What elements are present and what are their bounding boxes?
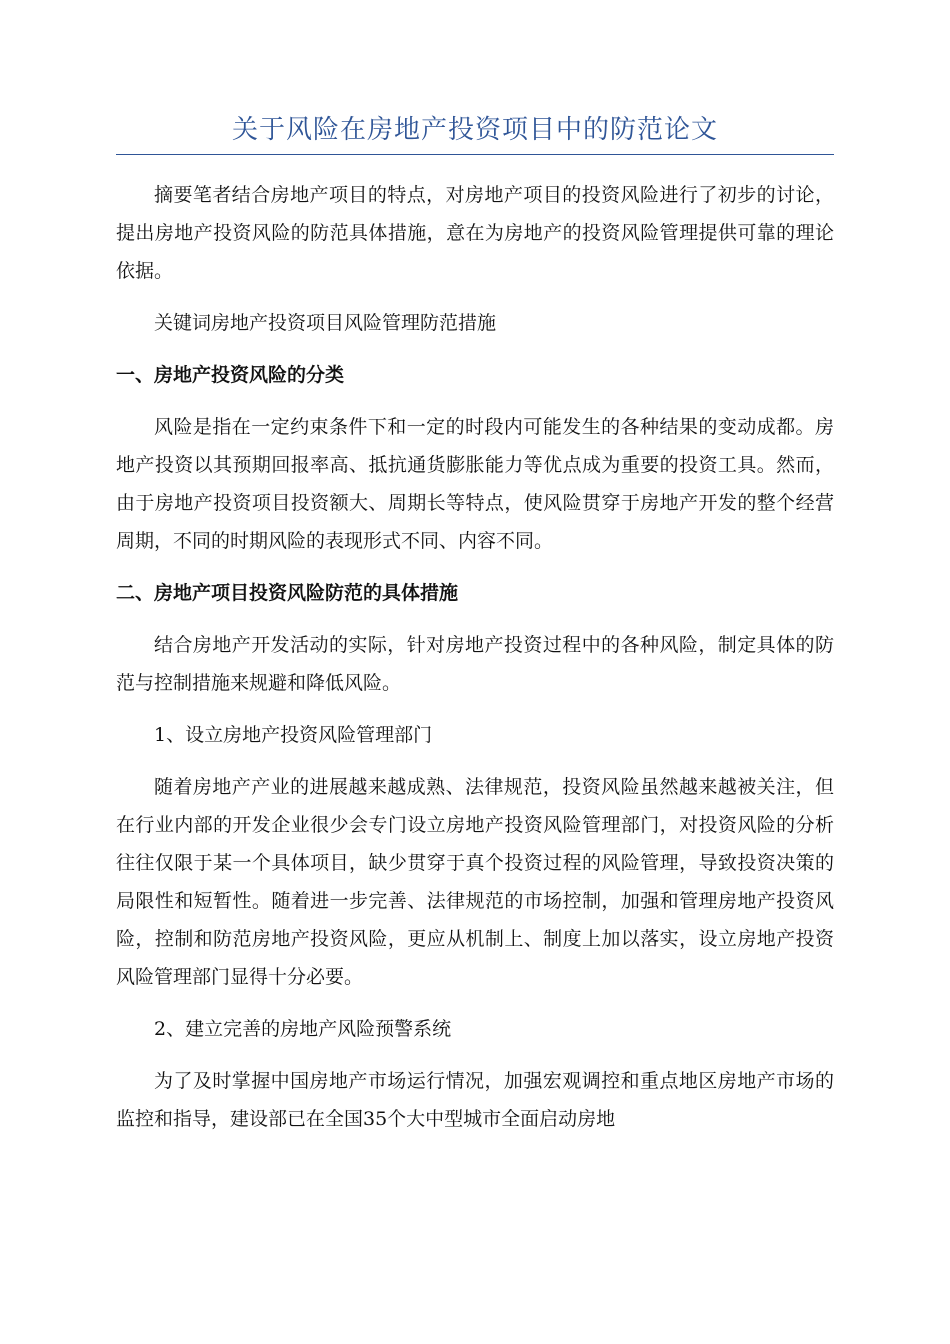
section-1-paragraph: 风险是指在一定约束条件下和一定的时段内可能发生的各种结果的变动成都。房地产投资以其预期回报率高、抵抗通货膨胀能力等优点成为重要的投资工具。然而，由于房地产投资项目投资额大、周期长等特点，使风险贯穿于房地产开发的整个经营周期，不同的时期风险的表现形式不同、内容不同。 (116, 416, 834, 552)
section-2-intro-paragraph: 结合房地产开发活动的实际，针对房地产投资过程中的各种风险，制定具体的防范与控制措施来规避和降低风险。 (116, 634, 834, 694)
subsection-heading-2: 2、建立完善的房地产风险预警系统 (154, 1018, 452, 1040)
keywords-paragraph: 关键词房地产投资项目风险管理防范措施 (154, 312, 497, 334)
section-heading-2: 二、房地产项目投资风险防范的具体措施 (116, 582, 459, 604)
subsection-2-paragraph: 为了及时掌握中国房地产市场运行情况，加强宏观调控和重点地区房地产市场的监控和指导，建设部已在全国35个大中型城市全面启动房地 (116, 1070, 834, 1130)
subsection-1-paragraph: 随着房地产产业的进展越来越成熟、法律规范，投资风险虽然越来越被关注，但在行业内部的开发企业很少会专门设立房地产投资风险管理部门，对投资风险的分析往往仅限于某一个具体项目，缺少贯穿于真个投资过程的风险管理，导致投资决策的局限性和短暂性。随着进一步完善、法律规范的市场控制，加强和管理房地产投资风险，控制和防范房地产投资风险，更应从机制上、制度上加以落实，设立房地产投资风险管理部门显得十分必要。 (116, 776, 834, 988)
subsection-heading-1: 1、设立房地产投资风险管理部门 (154, 724, 433, 746)
title-underline (116, 154, 834, 155)
section-heading-1: 一、房地产投资风险的分类 (116, 364, 345, 386)
document-body (116, 176, 834, 1152)
abstract-paragraph: 摘要笔者结合房地产项目的特点，对房地产项目的投资风险进行了初步的讨论，提出房地产投资风险的防范具体措施，意在为房地产的投资风险管理提供可靠的理论依据。 (116, 184, 834, 282)
document-title: 关于风险在房地产投资项目中的防范论文 (231, 115, 718, 145)
